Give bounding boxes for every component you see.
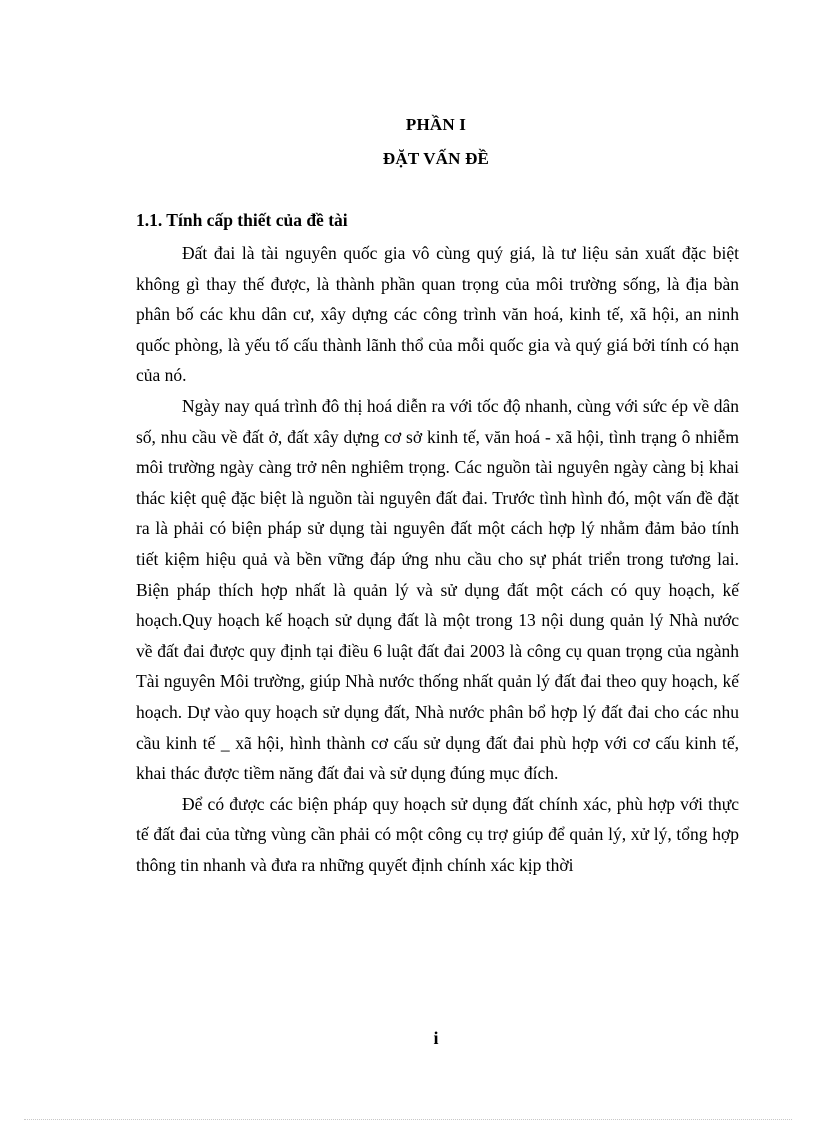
page-bottom-divider — [24, 1119, 792, 1120]
page-number: i — [433, 1028, 439, 1048]
document-title: ĐẶT VẤN ĐỀ — [382, 149, 490, 168]
paragraph: Đất đai là tài nguyên quốc gia vô cùng quý giá, là tư liệu sản xuất đặc biệt không gì thay thế được, là thành phần quan trọng của môi trường sống, là địa bàn phân bố các khu dân cư, xây dựng các công trình văn hoá, kinh tế, xã hội, an ninh quốc phòng, là yếu tố cấu thành lãnh thổ của mỗi quốc gia và quý giá bởi tính có hạn của nó. — [136, 243, 739, 386]
paragraph: Để có được các biện pháp quy hoạch sử dụng đất chính xác, phù hợp với thực tế đất đai của từng vùng cần phải có một công cụ trợ giúp để quản lý, xử lý, tổng hợp thông tin nhanh và đưa ra những quyết định chính xác kịp thời — [136, 793, 739, 875]
part-title: PHẦN I — [405, 115, 467, 134]
section-heading: 1.1. Tính cấp thiết của đề tài — [136, 210, 348, 230]
body-text — [136, 238, 739, 880]
paragraph: Ngày nay quá trình đô thị hoá diễn ra với tốc độ nhanh, cùng với sức ép về dân số, nhu cầu về đất ở, đất xây dựng cơ sở kinh tế, văn hoá - xã hội, tình trạng ô nhiễm môi trường ngày càng trở nên nghiêm trọng. Các nguồn tài nguyên ngày càng bị khai thác kiệt quệ đặc biệt là nguồn tài nguyên đất đai. Trước tình hình đó, một vấn đề đặt ra là phải có biện pháp sử dụng tài nguyên đất một cách hợp lý nhằm đảm bảo tính tiết kiệm hiệu quả và bền vững đáp ứng nhu cầu cho sự phát triển trong tương lai. Biện pháp thích hợp nhất là quản lý và sử dụng đất một cách có quy hoạch, kế hoạch.Quy hoạch kế hoạch sử dụng đất là một trong 13 nội dung quản lý Nhà nước về đất đai được quy định tại điều 6 luật đất đai 2003 là công cụ quan trọng của ngành Tài nguyên Môi trường, giúp Nhà nước thống nhất quản lý đất đai theo quy hoạch, kế hoạch. Dự vào quy hoạch sử dụng đất, Nhà nước phân bổ hợp lý đất đai cho các nhu cầu kinh tế _ xã hội, hình thành cơ cấu sử dụng đất đai phù hợp với cơ cấu kinh tế, khai thác được tiềm năng đất đai và sử dụng đúng mục đích. — [136, 395, 739, 784]
